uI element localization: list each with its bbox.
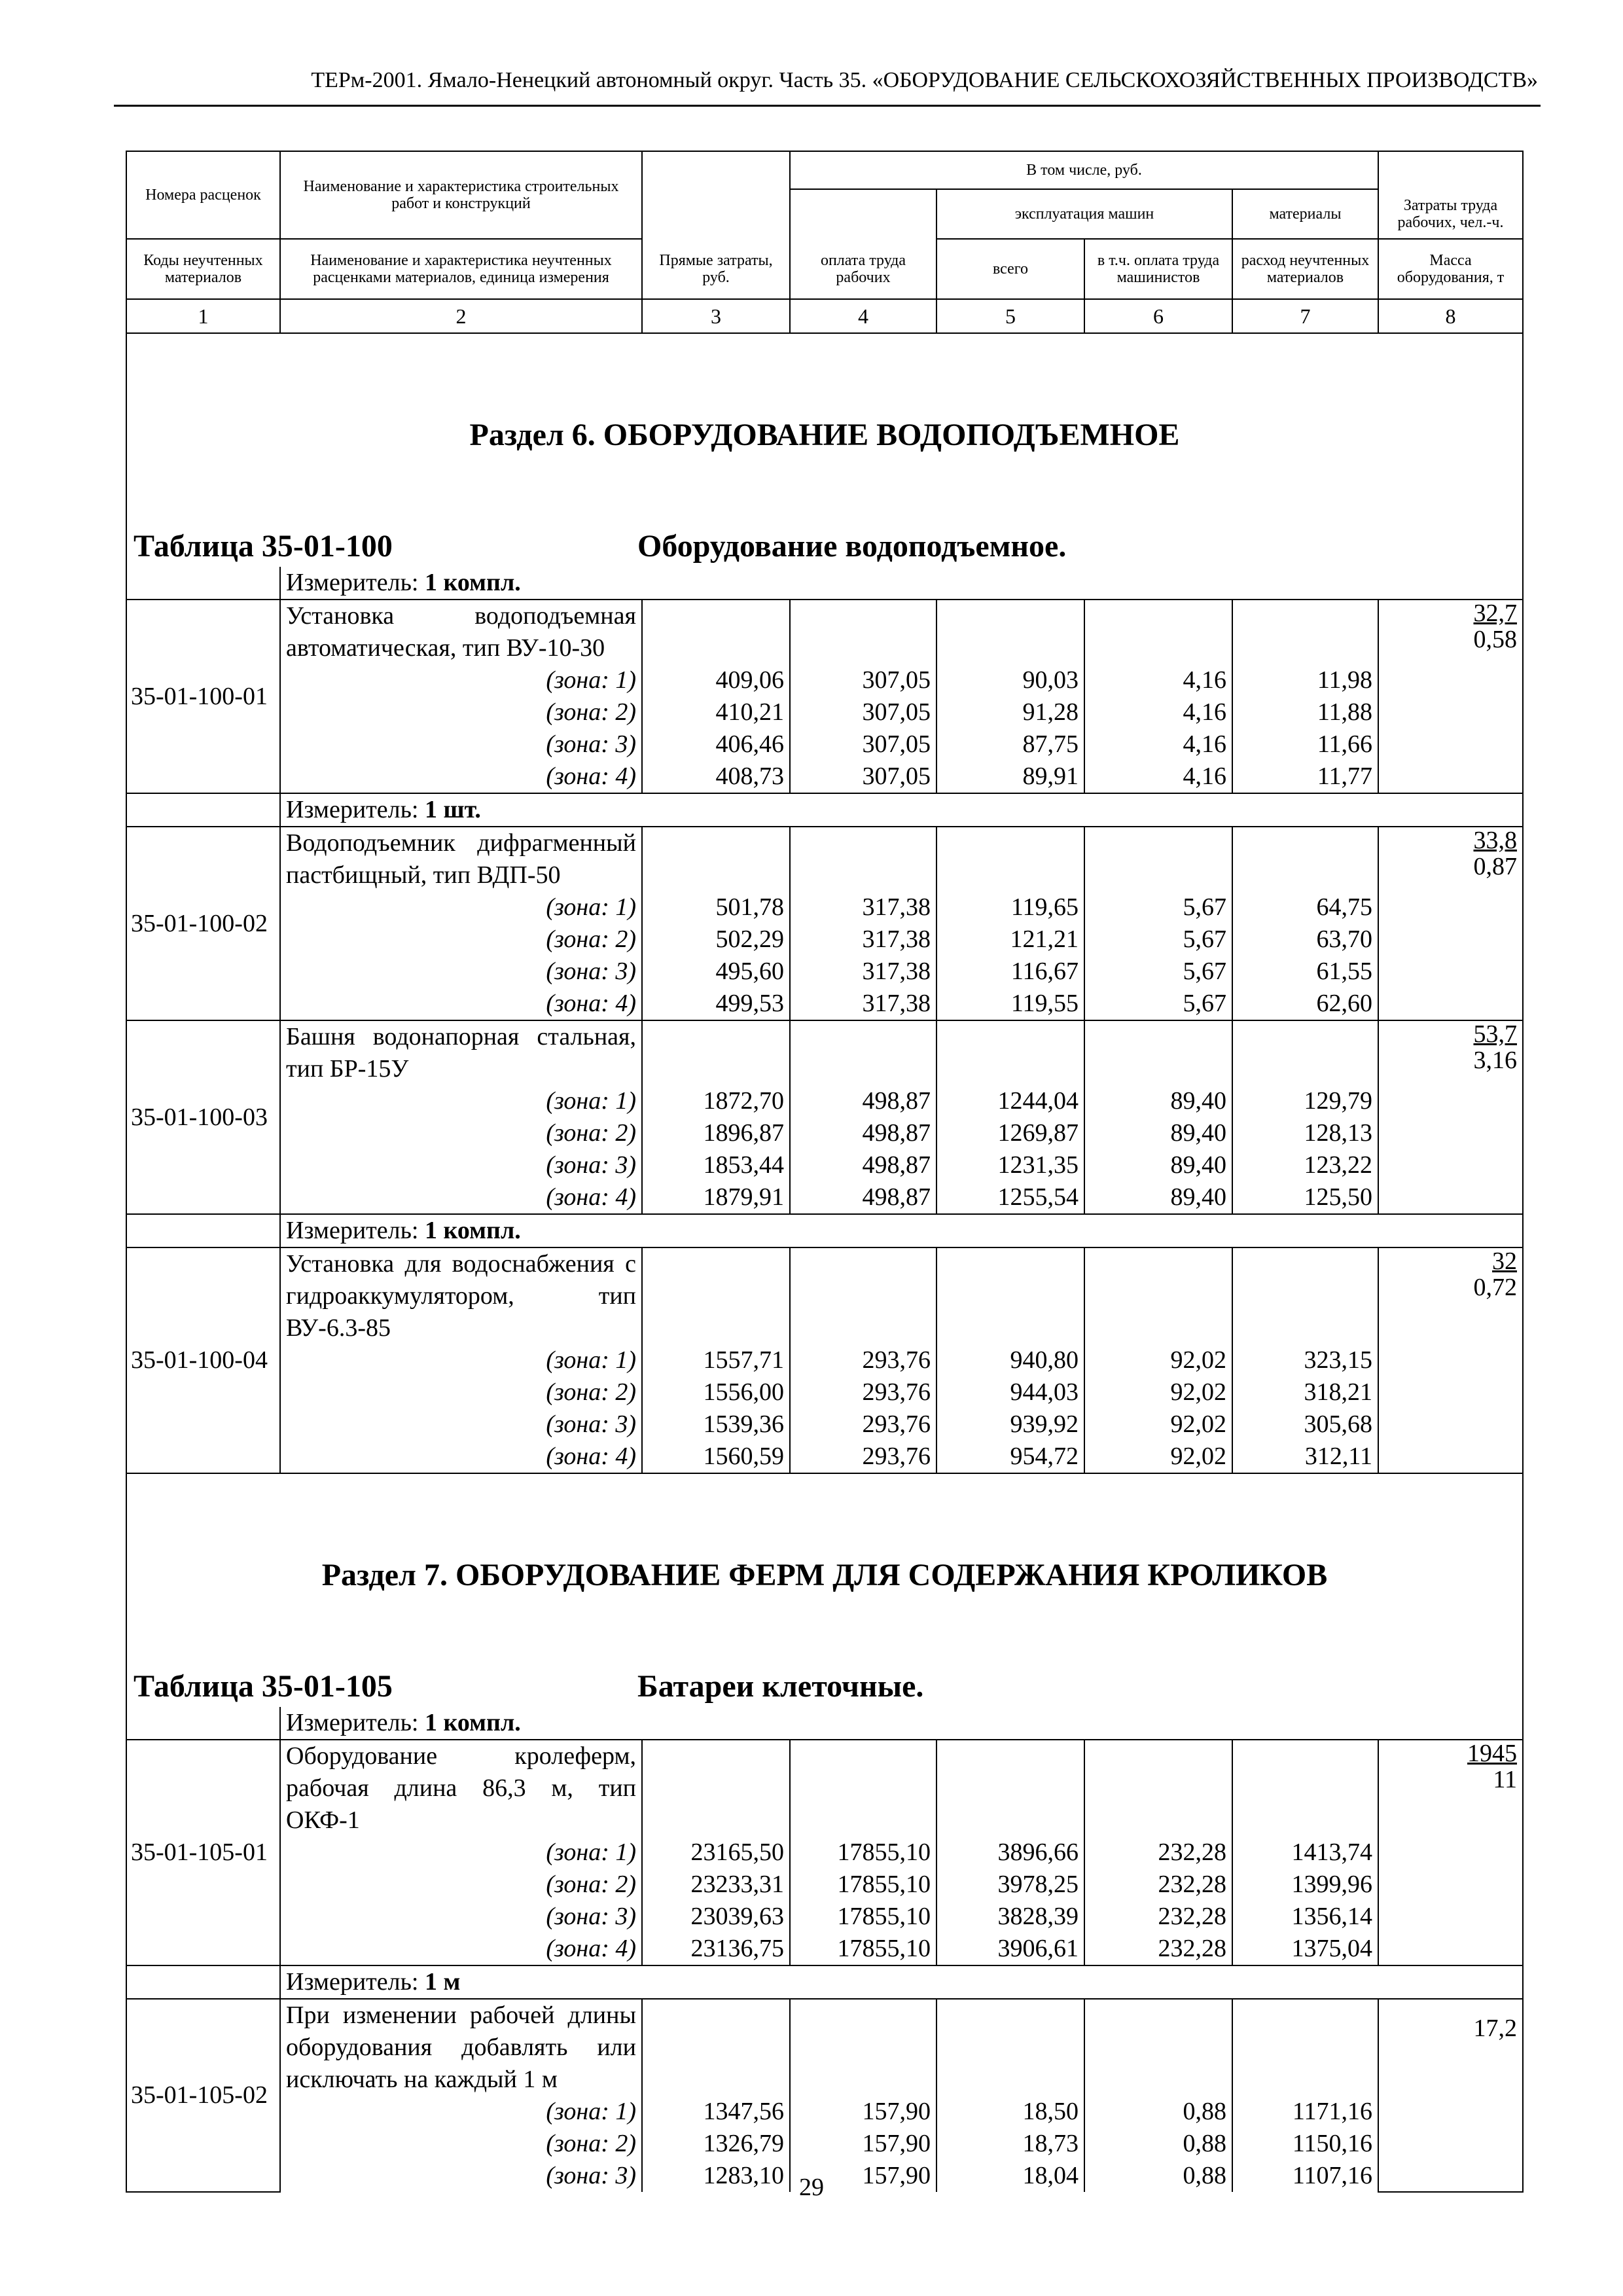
measure-unit [280, 793, 1523, 827]
table-title [127, 530, 1522, 567]
machinist-pay: 4,16 [1084, 761, 1232, 793]
worker-pay: 307,05 [790, 664, 936, 696]
measure-value: 1 компл. [425, 1217, 521, 1244]
worker-pay: 498,87 [790, 1117, 936, 1149]
worker-pay: 498,87 [790, 1149, 936, 1181]
col-number: 8 [1378, 299, 1523, 333]
col-header-material-names: Наименование и характеристика неучтенных расценками материалов, единица измерения [280, 239, 642, 299]
machines-total: 116,67 [936, 956, 1084, 988]
table-name: Батареи клеточные. [637, 1669, 924, 1704]
zone-label: (зона: 2) [280, 2128, 642, 2160]
empty-cell [936, 827, 1084, 891]
table-row [126, 600, 1523, 664]
col-header-work-name: Наименование и характеристика строительных работ и конструкций [280, 151, 642, 239]
table-name: Оборудование водоподъемное. [637, 529, 1067, 564]
materials: 1171,16 [1232, 2096, 1378, 2128]
zone-row [126, 1344, 1523, 1376]
labor-cost: 33,8 [1473, 827, 1517, 854]
direct-cost: 410,21 [642, 696, 790, 728]
col-header-blank [642, 151, 790, 239]
labor-cost: 17,2 [1473, 2015, 1517, 2042]
direct-cost: 1879,91 [642, 1181, 790, 1214]
machines-total: 90,03 [936, 664, 1084, 696]
equipment-mass: 0,72 [1473, 1274, 1517, 1301]
equipment-mass: 11 [1493, 1766, 1517, 1793]
zone-row [126, 1408, 1523, 1441]
materials: 1107,16 [1232, 2160, 1378, 2192]
materials: 128,13 [1232, 1117, 1378, 1149]
rate-code: 35-01-100-04 [126, 1247, 280, 1473]
materials: 125,50 [1232, 1181, 1378, 1214]
col-header-labor: Затраты труда рабочих, чел.-ч. [1378, 189, 1523, 239]
rate-name: Башня водонапорная стальная, тип БР-15У [280, 1020, 642, 1085]
col-number: 6 [1084, 299, 1232, 333]
zone-label: (зона: 2) [280, 1376, 642, 1408]
rate-name: Оборудование кролеферм, рабочая длина 86,3 м, тип ОКФ-1 [280, 1740, 642, 1837]
empty-cell [1084, 1740, 1232, 1837]
zone-label: (зона: 1) [280, 2096, 642, 2128]
measure-value: 1 м [425, 1968, 461, 1996]
materials: 11,66 [1232, 728, 1378, 761]
materials: 61,55 [1232, 956, 1378, 988]
direct-cost: 1326,79 [642, 2128, 790, 2160]
labor-mass [1378, 827, 1523, 1020]
machines-total: 3828,39 [936, 1901, 1084, 1933]
machinist-pay: 92,02 [1084, 1408, 1232, 1441]
worker-pay: 293,76 [790, 1344, 936, 1376]
section-title: Раздел 6. ОБОРУДОВАНИЕ ВОДОПОДЪЕМНОЕ [469, 418, 1180, 452]
empty-cell [790, 827, 936, 891]
machines-total: 18,73 [936, 2128, 1084, 2160]
zone-label: (зона: 3) [280, 728, 642, 761]
empty-cell [1232, 1999, 1378, 2096]
rates-table [126, 151, 1524, 2193]
zone-label: (зона: 2) [280, 1117, 642, 1149]
zone-label: (зона: 1) [280, 1085, 642, 1117]
col-header-worker-pay: оплата труда рабочих [790, 239, 936, 299]
page-number: 29 [799, 2174, 824, 2201]
direct-cost: 502,29 [642, 924, 790, 956]
empty-cell [1084, 827, 1232, 891]
direct-cost: 1539,36 [642, 1408, 790, 1441]
measure-row-blank [126, 1707, 280, 1740]
labor-mass [1378, 1020, 1523, 1214]
zone-label: (зона: 3) [280, 1149, 642, 1181]
direct-cost: 409,06 [642, 664, 790, 696]
rate-name: Установка для водоснабжения с гидроаккумулятором, тип ВУ-6.3-85 [280, 1247, 642, 1344]
zone-row [126, 1869, 1523, 1901]
zone-label: (зона: 4) [280, 1441, 642, 1473]
col-header-blank2 [1378, 151, 1523, 189]
zone-label: (зона: 4) [280, 1933, 642, 1965]
materials: 1375,04 [1232, 1933, 1378, 1965]
direct-cost: 406,46 [642, 728, 790, 761]
direct-cost: 408,73 [642, 761, 790, 793]
measure-row-blank [126, 1214, 280, 1247]
rate-name: Водоподъемник дифрагменный пастбищный, тип ВДП-50 [280, 827, 642, 891]
zone-label: (зона: 3) [280, 1901, 642, 1933]
worker-pay: 317,38 [790, 924, 936, 956]
labor-mass [1378, 1740, 1523, 1965]
zone-row [126, 924, 1523, 956]
direct-cost: 23233,31 [642, 1869, 790, 1901]
machinist-pay: 5,67 [1084, 988, 1232, 1020]
machines-total: 940,80 [936, 1344, 1084, 1376]
labor-mass [1378, 1247, 1523, 1473]
worker-pay: 317,38 [790, 891, 936, 924]
zone-label: (зона: 1) [280, 664, 642, 696]
table-row [126, 1247, 1523, 1344]
worker-pay: 307,05 [790, 728, 936, 761]
machinist-pay: 0,88 [1084, 2128, 1232, 2160]
zone-row [126, 1181, 1523, 1214]
materials: 312,11 [1232, 1441, 1378, 1473]
section-title-cell [126, 1473, 1523, 1707]
measure-value: 1 шт. [425, 796, 481, 823]
machines-total: 119,55 [936, 988, 1084, 1020]
machines-total: 1231,35 [936, 1149, 1084, 1181]
zone-label: (зона: 3) [280, 1408, 642, 1441]
col-header-machines: эксплуатация машин [936, 189, 1232, 239]
worker-pay: 293,76 [790, 1441, 936, 1473]
labor-cost: 32,7 [1473, 600, 1517, 627]
empty-cell [790, 1999, 936, 2096]
machinist-pay: 89,40 [1084, 1085, 1232, 1117]
worker-pay: 293,76 [790, 1408, 936, 1441]
equipment-mass: 0,87 [1473, 853, 1517, 880]
labor-cost: 32 [1492, 1247, 1517, 1275]
machinist-pay: 5,67 [1084, 924, 1232, 956]
labor-mass-fraction [1384, 600, 1517, 653]
direct-cost: 1560,59 [642, 1441, 790, 1473]
zone-row [126, 956, 1523, 988]
measure-row-blank [126, 793, 280, 827]
machinist-pay: 232,28 [1084, 1837, 1232, 1869]
worker-pay: 157,90 [790, 2096, 936, 2128]
rate-code: 35-01-100-01 [126, 600, 280, 793]
machinist-pay: 92,02 [1084, 1344, 1232, 1376]
materials: 318,21 [1232, 1376, 1378, 1408]
labor-mass [1378, 1999, 1523, 2192]
table-label: Таблица 35-01-105 [134, 1669, 393, 1704]
worker-pay: 17855,10 [790, 1869, 936, 1901]
zone-row [126, 664, 1523, 696]
zone-row [126, 761, 1523, 793]
machines-total: 18,04 [936, 2160, 1084, 2192]
machinist-pay: 4,16 [1084, 728, 1232, 761]
measure-label: Измеритель: [286, 1217, 419, 1244]
direct-cost: 501,78 [642, 891, 790, 924]
zone-label: (зона: 4) [280, 988, 642, 1020]
empty-cell [1232, 600, 1378, 664]
col-header-mass: Масса оборудования, т [1378, 239, 1523, 299]
machines-total: 939,92 [936, 1408, 1084, 1441]
direct-cost: 1283,10 [642, 2160, 790, 2192]
labor-cost: 1945 [1467, 1740, 1517, 1767]
empty-cell [642, 827, 790, 891]
zone-label: (зона: 1) [280, 1344, 642, 1376]
machinist-pay: 232,28 [1084, 1901, 1232, 1933]
section-title: Раздел 7. ОБОРУДОВАНИЕ ФЕРМ ДЛЯ СОДЕРЖАНИЯ КРОЛИКОВ [321, 1558, 1328, 1592]
direct-cost: 1896,87 [642, 1117, 790, 1149]
materials: 129,79 [1232, 1085, 1378, 1117]
col-header-blank3 [790, 189, 936, 239]
materials: 123,22 [1232, 1149, 1378, 1181]
zone-label: (зона: 3) [280, 956, 642, 988]
machinist-pay: 232,28 [1084, 1933, 1232, 1965]
table-row [126, 1999, 1523, 2096]
col-header-machinist-pay: в т.ч. оплата труда машинистов [1084, 239, 1232, 299]
zone-label: (зона: 2) [280, 1869, 642, 1901]
measure-row-blank [126, 1965, 280, 1999]
zone-row [126, 696, 1523, 728]
rate-code: 35-01-100-02 [126, 827, 280, 1020]
measure-label: Измеритель: [286, 796, 419, 823]
empty-cell [936, 1740, 1084, 1837]
empty-cell [790, 1247, 936, 1344]
zone-row [126, 1933, 1523, 1965]
machines-total: 3906,61 [936, 1933, 1084, 1965]
worker-pay: 17855,10 [790, 1837, 936, 1869]
worker-pay: 157,90 [790, 2160, 936, 2192]
zone-row [126, 1441, 1523, 1473]
measure-value: 1 компл. [425, 569, 521, 596]
empty-cell [642, 1740, 790, 1837]
machinist-pay: 4,16 [1084, 664, 1232, 696]
worker-pay: 498,87 [790, 1085, 936, 1117]
empty-cell [790, 1020, 936, 1085]
machines-total: 1244,04 [936, 1085, 1084, 1117]
worker-pay: 307,05 [790, 761, 936, 793]
col-number: 7 [1232, 299, 1378, 333]
machines-total: 121,21 [936, 924, 1084, 956]
measure-unit [280, 1707, 1523, 1740]
empty-cell [1084, 600, 1232, 664]
direct-cost: 499,53 [642, 988, 790, 1020]
worker-pay: 317,38 [790, 956, 936, 988]
measure-unit [280, 1214, 1523, 1247]
worker-pay: 317,38 [790, 988, 936, 1020]
table-row [126, 1740, 1523, 1837]
machines-total: 119,65 [936, 891, 1084, 924]
empty-cell [936, 1999, 1084, 2096]
zone-row [126, 988, 1523, 1020]
empty-cell [1084, 1247, 1232, 1344]
measure-label: Измеритель: [286, 1709, 419, 1736]
zone-row [126, 891, 1523, 924]
zone-row [126, 1901, 1523, 1933]
rate-code: 35-01-105-01 [126, 1740, 280, 1965]
zone-row [126, 1837, 1523, 1869]
machinist-pay: 5,67 [1084, 956, 1232, 988]
empty-cell [1232, 1020, 1378, 1085]
equipment-mass: 3,16 [1473, 1047, 1517, 1074]
rate-name: При изменении рабочей длины оборудования добавлять или исключать на каждый 1 м [280, 1999, 642, 2096]
labor-cost: 53,7 [1473, 1020, 1517, 1048]
rate-code: 35-01-105-02 [126, 1999, 280, 2192]
zone-label: (зона: 3) [280, 2160, 642, 2192]
labor-mass-fraction [1384, 1740, 1517, 1793]
machines-total: 954,72 [936, 1441, 1084, 1473]
direct-cost: 23165,50 [642, 1837, 790, 1869]
machinist-pay: 89,40 [1084, 1149, 1232, 1181]
machines-total: 944,03 [936, 1376, 1084, 1408]
zone-label: (зона: 2) [280, 696, 642, 728]
direct-cost: 1853,44 [642, 1149, 790, 1181]
table-title [127, 1670, 1522, 1707]
direct-cost: 495,60 [642, 956, 790, 988]
col-number: 3 [642, 299, 790, 333]
machines-total: 3978,25 [936, 1869, 1084, 1901]
materials: 11,98 [1232, 664, 1378, 696]
empty-cell [936, 1247, 1084, 1344]
machines-total: 18,50 [936, 2096, 1084, 2128]
materials: 63,70 [1232, 924, 1378, 956]
materials: 64,75 [1232, 891, 1378, 924]
col-header-rate-numbers: Номера расценок [126, 151, 280, 239]
machinist-pay: 232,28 [1084, 1869, 1232, 1901]
materials: 305,68 [1232, 1408, 1378, 1441]
zone-row [126, 1149, 1523, 1181]
col-header-machines-total: всего [936, 239, 1084, 299]
direct-cost: 23136,75 [642, 1933, 790, 1965]
col-header-direct-costs: Прямые затраты, руб. [642, 239, 790, 299]
materials: 62,60 [1232, 988, 1378, 1020]
materials: 11,88 [1232, 696, 1378, 728]
measure-label: Измеритель: [286, 569, 419, 596]
materials: 323,15 [1232, 1344, 1378, 1376]
machines-total: 91,28 [936, 696, 1084, 728]
empty-cell [1084, 1999, 1232, 2096]
equipment-mass: 0,58 [1473, 626, 1517, 653]
machines-total: 1269,87 [936, 1117, 1084, 1149]
col-header-unaccounted-materials: расход неучтенных материалов [1232, 239, 1378, 299]
worker-pay: 157,90 [790, 2128, 936, 2160]
zone-row [126, 728, 1523, 761]
measure-unit [280, 1965, 1523, 1999]
machines-total: 1255,54 [936, 1181, 1084, 1214]
empty-cell [1232, 1740, 1378, 1837]
worker-pay: 307,05 [790, 696, 936, 728]
empty-cell [936, 600, 1084, 664]
col-header-material-codes: Коды неучтенных материалов [126, 239, 280, 299]
materials: 1356,14 [1232, 1901, 1378, 1933]
page-header: ТЕРм-2001. Ямало-Ненецкий автономный округ. Часть 35. «ОБОРУДОВАНИЕ СЕЛЬСКОХОЗЯЙСТВЕННЫХ ПРОИЗВОДСТВ» [311, 68, 1538, 92]
machinist-pay: 92,02 [1084, 1441, 1232, 1473]
worker-pay: 17855,10 [790, 1933, 936, 1965]
machines-total: 89,91 [936, 761, 1084, 793]
empty-cell [642, 1020, 790, 1085]
labor-mass-fraction [1384, 1248, 1517, 1300]
rate-name: Установка водоподъемная автоматическая, тип ВУ-10-30 [280, 600, 642, 664]
zone-label: (зона: 1) [280, 1837, 642, 1869]
zone-label: (зона: 1) [280, 891, 642, 924]
machinist-pay: 0,88 [1084, 2096, 1232, 2128]
col-number: 1 [126, 299, 280, 333]
worker-pay: 293,76 [790, 1376, 936, 1408]
rates-table-wrapper [126, 151, 1524, 2193]
labor-mass [1378, 600, 1523, 793]
empty-cell [936, 1020, 1084, 1085]
empty-cell [642, 600, 790, 664]
zone-row [126, 1085, 1523, 1117]
labor-mass-fraction [1384, 827, 1517, 880]
machinist-pay: 0,88 [1084, 2160, 1232, 2192]
direct-cost: 23039,63 [642, 1901, 790, 1933]
table-label: Таблица 35-01-100 [134, 529, 393, 564]
direct-cost: 1347,56 [642, 2096, 790, 2128]
zone-row [126, 1117, 1523, 1149]
table-row [126, 827, 1523, 891]
direct-cost: 1556,00 [642, 1376, 790, 1408]
machinist-pay: 92,02 [1084, 1376, 1232, 1408]
machines-total: 3896,66 [936, 1837, 1084, 1869]
machinist-pay: 89,40 [1084, 1181, 1232, 1214]
zone-label: (зона: 4) [280, 761, 642, 793]
zone-label: (зона: 4) [280, 1181, 642, 1214]
empty-cell [790, 1740, 936, 1837]
labor-mass-fraction [1384, 1021, 1517, 1073]
worker-pay: 17855,10 [790, 1901, 936, 1933]
materials: 1399,96 [1232, 1869, 1378, 1901]
rate-code: 35-01-100-03 [126, 1020, 280, 1214]
empty-cell [642, 1999, 790, 2096]
col-number: 2 [280, 299, 642, 333]
zone-row [126, 1376, 1523, 1408]
machinist-pay: 4,16 [1084, 696, 1232, 728]
materials: 11,77 [1232, 761, 1378, 793]
machinist-pay: 89,40 [1084, 1117, 1232, 1149]
worker-pay: 498,87 [790, 1181, 936, 1214]
measure-row-blank [126, 567, 280, 600]
empty-cell [1232, 1247, 1378, 1344]
zone-row [126, 2128, 1523, 2160]
header-rule [114, 105, 1541, 107]
measure-value: 1 компл. [425, 1709, 521, 1736]
zone-row [126, 2096, 1523, 2128]
col-number: 5 [936, 299, 1084, 333]
direct-cost: 1872,70 [642, 1085, 790, 1117]
empty-cell [642, 1247, 790, 1344]
empty-cell [1084, 1020, 1232, 1085]
measure-unit [280, 567, 1523, 600]
zone-label: (зона: 2) [280, 924, 642, 956]
empty-cell [1232, 827, 1378, 891]
direct-cost: 1557,71 [642, 1344, 790, 1376]
measure-label: Измеритель: [286, 1968, 419, 1996]
col-header-including: В том числе, руб. [790, 151, 1378, 189]
col-header-materials: материалы [1232, 189, 1378, 239]
labor-mass-fraction [1384, 2000, 1517, 2041]
col-number: 4 [790, 299, 936, 333]
materials: 1150,16 [1232, 2128, 1378, 2160]
materials: 1413,74 [1232, 1837, 1378, 1869]
empty-cell [790, 600, 936, 664]
table-row [126, 1020, 1523, 1085]
machinist-pay: 5,67 [1084, 891, 1232, 924]
section-title-cell [126, 333, 1523, 567]
machines-total: 87,75 [936, 728, 1084, 761]
